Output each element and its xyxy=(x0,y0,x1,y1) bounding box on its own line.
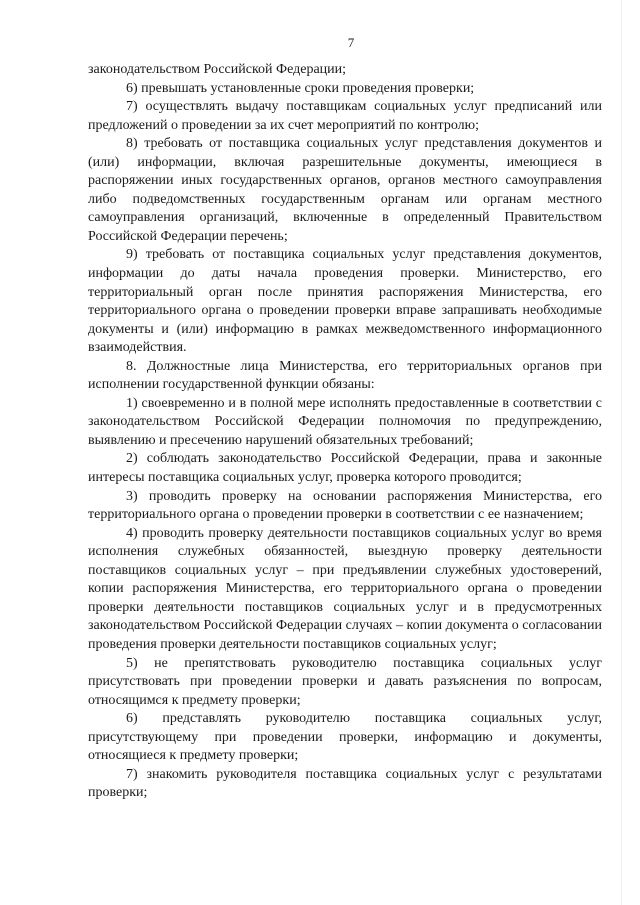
paragraph: законодательством Российской Федерации; xyxy=(88,62,347,77)
paragraph: 2) соблюдать законодательство Российской Федерации, права и законные интересы поставщика социальных услуг, проверка которого проводится; xyxy=(88,451,602,486)
paragraph: 5) не препятствовать руководителю поставщика социальных услуг присутствовать при проведении проверки и давать разъяснения по вопросам, относящимся к предмету проверки; xyxy=(88,655,602,708)
document-body xyxy=(88,61,602,803)
page-edge-shadow xyxy=(621,0,622,905)
paragraph: 7) осуществлять выдачу поставщикам социальных услуг предписаний или предложений о проведении за их счет мероприятий по контролю; xyxy=(88,99,602,133)
paragraph: 8. Должностные лица Министерства, его территориальных органов при исполнении государственной функции обязаны: xyxy=(88,358,602,393)
paragraph: 7) знакомить руководителя поставщика социальных услуг с результатами проверки; xyxy=(88,766,602,801)
paragraph: 8) требовать от поставщика социальных услуг представления документов и (или) информации, включая разрешительные документы, имеющиеся в распоряжении иных государственных органов, органов местного самоуправления либо подведомственных государственным органам или органам местного самоуправления организаций, включенные в определенный Правительством Российской Федерации перечень; xyxy=(88,136,602,244)
paragraph: 6) представлять руководителю поставщика социальных услуг, присутствующему при проведении проверки, информацию и документы, относящиеся к предмету проверки; xyxy=(88,711,602,764)
paragraph: 4) проводить проверку деятельности поставщиков социальных услуг во время исполнения служебных обязанностей, выездную проверку деятельности поставщиков социальных услуг – при предъявлении служебных удостоверений, копии распоряжения Министерства, его территориального органа о проведении проверки деятельности поставщиков социальных услуг и в предусмотренных законодательством Российской Федерации случаях – копии документа о согласовании проведения проверки деятельности поставщиков социальных услуг; xyxy=(88,525,603,652)
paragraph: 9) требовать от поставщика социальных услуг представления документов, информации до даты начала проведения проверки. Министерство, его территориальный орган после принятия распоряжения Министерства, его территориального органа о проведении проверки вправе запрашивать необходимые документы и (или) информацию в рамках межведомственного информационного взаимодействия. xyxy=(88,247,602,356)
page-number: 7 xyxy=(347,35,355,50)
paragraph: 1) своевременно и в полной мере исполнять предоставленные в соответствии с законодательством Российской Федерации полномочия по предупреждению, выявлению и пресечению нарушений обязательных требований; xyxy=(88,395,602,448)
paragraph: 6) превышать установленные сроки проведения проверки; xyxy=(126,80,475,96)
paragraph: 3) проводить проверку на основании распоряжения Министерства, его территориального органа о проведении проверки в соответствии с ее назначением; xyxy=(88,488,602,523)
